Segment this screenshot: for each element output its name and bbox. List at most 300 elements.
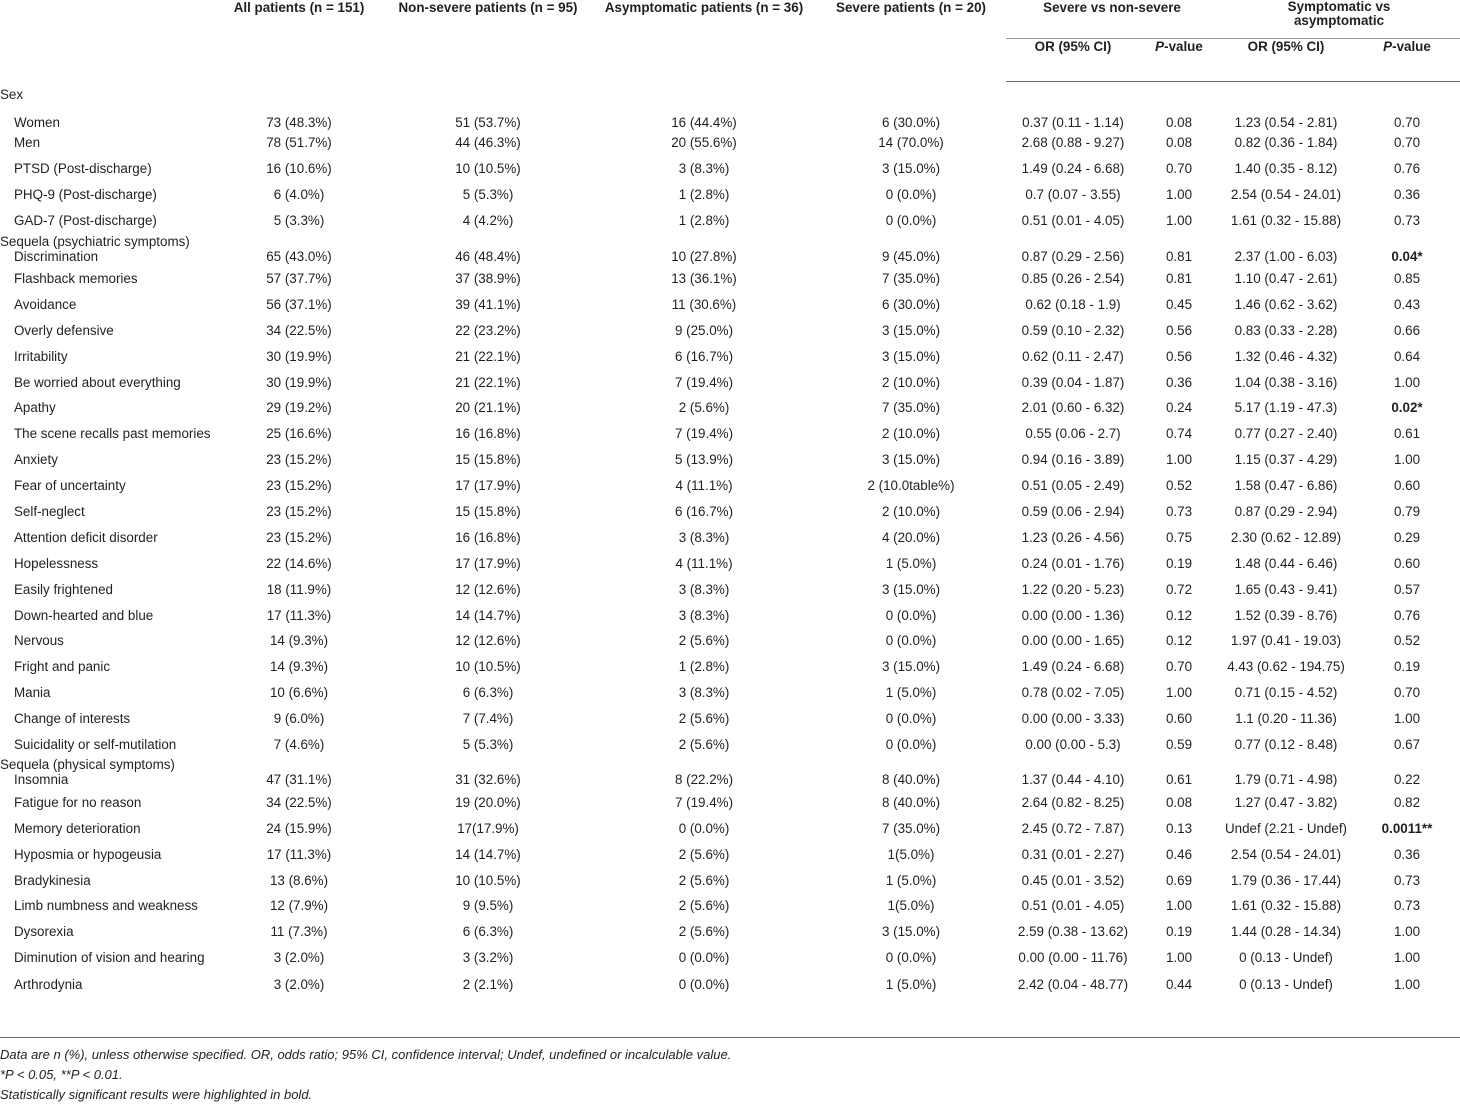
cell-asymptomatic: 2 (5.6%) [678,924,730,940]
cell-p-severe: 1.00 [1165,213,1193,229]
table-header [0,0,1460,82]
cell-severe: 1(5.0%) [887,898,935,914]
row-label: Irritability [14,348,68,364]
cell-or-symptomatic: 1.61 (0.32 - 15.88) [1230,213,1342,229]
cell-non-severe: 21 (22.1%) [455,374,521,390]
cell-all-patients: 7 (4.6%) [273,737,325,753]
cell-severe: 0 (0.0%) [885,213,937,229]
cell-or-symptomatic: 0.87 (0.29 - 2.94) [1234,504,1338,520]
cell-p-severe: 0.19 [1165,924,1193,940]
cell-non-severe: 46 (48.4%) [455,248,521,264]
cell-non-severe: 10 (10.5%) [455,659,521,675]
header-or-severe: OR (95% CI) [1006,39,1140,82]
empty-cell [1140,82,1218,109]
cell-severe: 0 (0.0%) [885,187,937,203]
cell-p-symptomatic: 0.82 [1393,794,1421,810]
empty-cell [1218,757,1354,772]
section-row [0,757,1460,772]
table-row [0,628,1460,654]
cell-non-severe: 51 (53.7%) [455,115,521,130]
cell-asymptomatic: 2 (5.6%) [678,711,730,727]
cell-all-patients: 78 (51.7%) [266,135,332,151]
cell-p-symptomatic: 0.29 [1393,529,1421,545]
footnote-abbreviations: Data are n (%), unless otherwise specified. OR, odds ratio; 95% CI, confidence interval; Undef, undefined or incalculable value. [0,1047,732,1062]
cell-all-patients: 30 (19.9%) [266,374,332,390]
cell-p-symptomatic: 0.60 [1393,478,1421,494]
cell-asymptomatic: 3 (8.3%) [678,581,730,597]
cell-asymptomatic: 0 (0.0%) [678,976,730,992]
cell-p-symptomatic: 0.85 [1393,271,1421,286]
table-row [0,108,1460,130]
cell-or-severe: 0.24 (0.01 - 1.76) [1021,555,1125,571]
cell-severe: 1 (5.0%) [885,872,937,888]
table-row [0,815,1460,841]
table-row [0,130,1460,156]
cell-or-symptomatic: 1.32 (0.46 - 4.32) [1234,348,1338,364]
cell-p-symptomatic: 0.73 [1393,872,1421,888]
cell-non-severe: 15 (15.8%) [455,452,521,468]
cell-or-severe: 0.59 (0.10 - 2.32) [1021,322,1125,338]
cell-asymptomatic: 3 (8.3%) [678,685,730,701]
cell-p-severe: 0.19 [1165,555,1193,571]
row-label: PHQ-9 (Post-discharge) [14,187,157,203]
empty-cell [214,82,384,109]
table-row [0,447,1460,473]
cell-or-severe: 2.01 (0.60 - 6.32) [1021,400,1125,416]
empty-cell [214,757,384,772]
table-row [0,208,1460,234]
cell-or-severe: 0.39 (0.04 - 1.87) [1021,374,1125,390]
empty-cell [816,82,1006,109]
cell-or-symptomatic: 1.79 (0.71 - 4.98) [1234,772,1338,788]
empty-cell [1354,234,1460,249]
row-label: Arthrodynia [14,976,83,992]
table-row [0,499,1460,525]
row-label: Overly defensive [14,322,114,338]
header-severe: Severe patients (n = 20) [836,0,986,15]
cell-or-severe: 0.00 (0.00 - 1.36) [1021,607,1125,623]
cell-p-severe: 0.72 [1165,581,1193,597]
cell-non-severe: 31 (32.6%) [455,772,521,788]
cell-all-patients: 9 (6.0%) [273,711,325,727]
row-label: Flashback memories [14,271,138,286]
empty-cell [384,82,592,109]
cell-or-severe: 0.62 (0.11 - 2.47) [1022,348,1124,364]
empty-cell [1354,82,1460,109]
cell-or-symptomatic: 0.82 (0.36 - 1.84) [1234,135,1338,151]
row-label: Fatigue for no reason [14,794,142,810]
cell-asymptomatic: 3 (8.3%) [678,607,730,623]
cell-p-symptomatic: 0.64 [1393,348,1421,364]
footnote-bold: Statistically significant results were highlighted in bold. [0,1087,313,1102]
cell-all-patients: 23 (15.2%) [266,478,332,494]
cell-or-symptomatic: Undef (2.21 - Undef) [1224,820,1348,836]
cell-or-symptomatic: 0 (0.13 - Undef) [1239,950,1333,966]
row-label: Fright and panic [14,659,111,675]
table-row [0,249,1460,266]
empty-cell [592,82,816,109]
cell-non-severe: 22 (23.2%) [455,322,521,338]
table-row [0,291,1460,317]
empty-cell [592,234,816,249]
cell-or-symptomatic: 1.61 (0.32 - 15.88) [1230,898,1342,914]
cell-p-severe: 1.00 [1165,950,1193,966]
cell-p-symptomatic: 0.76 [1393,161,1421,177]
cell-or-symptomatic: 0 (0.13 - Undef) [1239,976,1333,992]
row-label: Be worried about everything [14,374,181,390]
cell-or-severe: 0.85 (0.26 - 2.54) [1021,271,1125,286]
section-label: Sex [0,87,24,103]
cell-p-symptomatic: 0.79 [1393,504,1421,520]
cell-or-severe: 0.94 (0.16 - 3.89) [1021,452,1125,468]
cell-all-patients: 5 (3.3%) [273,213,325,229]
cell-all-patients: 23 (15.2%) [266,504,332,520]
cell-severe: 6 (30.0%) [881,115,941,130]
cell-all-patients: 73 (48.3%) [266,115,332,130]
cell-non-severe: 17 (17.9%) [455,555,521,571]
row-label: Down-hearted and blue [14,607,154,623]
cell-non-severe: 16 (16.8%) [455,426,521,442]
cell-asymptomatic: 2 (5.6%) [678,400,730,416]
cell-p-severe: 0.13 [1165,820,1193,836]
cell-or-severe: 0.87 (0.29 - 2.56) [1021,248,1125,264]
table-row [0,893,1460,919]
cell-severe: 7 (35.0%) [881,271,941,286]
header-asymptomatic: Asymptomatic patients (n = 36) [604,0,804,15]
cell-severe: 3 (15.0%) [881,581,941,597]
cell-p-severe: 0.73 [1165,504,1193,520]
empty-cell [1006,234,1140,249]
cell-non-severe: 14 (14.7%) [455,607,521,623]
header-p-symptomatic: P-value [1354,39,1460,82]
row-label: Suicidality or self-mutilation [14,737,177,753]
row-label: Men [14,135,41,151]
table-row [0,654,1460,680]
empty-cell [214,234,384,249]
cell-asymptomatic: 3 (8.3%) [678,529,730,545]
cell-p-symptomatic: 0.73 [1393,213,1421,229]
cell-or-severe: 1.49 (0.24 - 6.68) [1021,161,1125,177]
cell-all-patients: 13 (8.6%) [269,872,329,888]
cell-or-severe: 0.00 (0.00 - 11.76) [1018,950,1128,966]
cell-or-symptomatic: 1.10 (0.47 - 2.61) [1234,271,1338,286]
header-non-severe: Non-severe patients (n = 95) [398,0,578,15]
cell-p-severe: 0.36 [1165,374,1193,390]
cell-non-severe: 37 (38.9%) [455,271,521,286]
cell-severe: 1(5.0%) [887,846,935,862]
cell-p-symptomatic: 0.76 [1393,607,1421,623]
empty-cell [592,757,816,772]
cell-all-patients: 56 (37.1%) [266,296,332,312]
cell-or-symptomatic: 1.52 (0.39 - 8.76) [1234,607,1338,623]
cell-non-severe: 10 (10.5%) [455,161,521,177]
cell-or-symptomatic: 0.77 (0.12 - 8.48) [1234,737,1338,753]
cell-p-symptomatic: 1.00 [1393,374,1421,390]
cell-all-patients: 12 (7.9%) [269,898,329,914]
cell-asymptomatic: 4 (11.1%) [675,478,733,494]
cell-p-severe: 0.81 [1165,271,1193,286]
cell-or-symptomatic: 0.83 (0.33 - 2.28) [1234,322,1338,338]
cell-or-severe: 0.7 (0.07 - 3.55) [1025,187,1121,203]
cell-or-symptomatic: 1.23 (0.54 - 2.81) [1234,115,1338,130]
section-label: Sequela (physical symptoms) [0,757,175,773]
table-row [0,576,1460,602]
cell-p-symptomatic: 1.00 [1393,452,1421,468]
row-label: Mania [14,685,51,701]
cell-severe: 3 (15.0%) [881,322,941,338]
cell-p-symptomatic: 0.52 [1393,633,1421,649]
cell-severe: 14 (70.0%) [878,135,944,151]
cell-non-severe: 7 (7.4%) [462,711,514,727]
cell-or-severe: 0.78 (0.02 - 7.05) [1021,685,1125,701]
cell-or-severe: 0.51 (0.01 - 4.05) [1021,213,1125,229]
cell-p-symptomatic: 0.0011** [1381,820,1433,836]
cell-severe: 0 (0.0%) [885,633,937,649]
section-row [0,82,1460,109]
cell-p-symptomatic: 0.70 [1393,135,1421,151]
cell-all-patients: 17 (11.3%) [266,846,332,862]
cell-all-patients: 57 (37.7%) [266,271,332,286]
empty-cell [1140,757,1218,772]
cell-severe: 0 (0.0%) [885,607,937,623]
cell-non-severe: 17(17.9%) [457,820,519,836]
cell-asymptomatic: 11 (30.6%) [671,296,737,312]
row-label: Hyposmia or hypogeusia [14,846,162,862]
cell-p-symptomatic: 1.00 [1393,924,1421,940]
row-label: GAD-7 (Post-discharge) [14,213,157,229]
cell-severe: 3 (15.0%) [881,161,941,177]
cell-p-symptomatic: 0.22 [1393,772,1421,788]
cell-asymptomatic: 6 (16.7%) [674,348,734,364]
cell-or-severe: 2.64 (0.82 - 8.25) [1021,794,1125,810]
cell-p-severe: 0.44 [1165,976,1193,992]
cell-p-symptomatic: 0.43 [1393,296,1421,312]
cell-severe: 7 (35.0%) [881,820,941,836]
cell-p-severe: 0.08 [1165,115,1193,130]
cell-p-severe: 0.52 [1165,478,1193,494]
cell-p-symptomatic: 0.36 [1393,187,1421,203]
cell-asymptomatic: 10 (27.8%) [671,248,737,264]
cell-or-symptomatic: 1.04 (0.38 - 3.16) [1234,374,1338,390]
cell-all-patients: 18 (11.9%) [266,581,332,597]
cell-non-severe: 12 (12.6%) [455,633,521,649]
table-row [0,317,1460,343]
cell-severe: 0 (0.0%) [885,950,937,966]
row-label: Diminution of vision and hearing [14,950,205,966]
empty-cell [384,234,592,249]
cell-asymptomatic: 16 (44.4%) [671,115,737,130]
cell-all-patients: 23 (15.2%) [266,452,332,468]
cell-or-severe: 0.62 (0.18 - 1.9) [1025,296,1121,312]
cell-or-symptomatic: 2.37 (1.00 - 6.03) [1234,248,1338,264]
cell-asymptomatic: 2 (5.6%) [678,872,730,888]
row-label: Bradykinesia [14,872,91,888]
cell-asymptomatic: 20 (55.6%) [671,135,737,151]
cell-or-severe: 2.42 (0.04 - 48.77) [1017,976,1129,992]
cell-or-symptomatic: 5.17 (1.19 - 47.3) [1234,400,1338,416]
cell-p-symptomatic: 0.04* [1391,248,1423,264]
footer-divider [0,1037,1460,1038]
cell-asymptomatic: 2 (5.6%) [678,737,730,753]
row-label: Memory deterioration [14,820,141,836]
cell-severe: 2 (10.0table%) [867,478,955,494]
cell-or-symptomatic: 4.43 (0.62 - 194.75) [1227,659,1345,675]
cell-or-symptomatic: 1.79 (0.36 - 17.44) [1230,872,1342,888]
cell-p-severe: 1.00 [1165,452,1193,468]
empty-cell [1006,82,1140,109]
cell-severe: 4 (20.0%) [881,529,941,545]
cell-p-severe: 1.00 [1165,685,1193,701]
cell-or-severe: 0.00 (0.00 - 5.3) [1025,737,1121,753]
cell-non-severe: 19 (20.0%) [455,794,521,810]
header-p-severe: P-value [1140,39,1218,82]
cell-or-severe: 2.68 (0.88 - 9.27) [1021,135,1125,151]
table-row [0,919,1460,945]
cell-p-severe: 0.70 [1165,659,1193,675]
row-label: Insomnia [14,772,69,788]
cell-or-symptomatic: 1.15 (0.37 - 4.29) [1234,452,1338,468]
empty-cell [384,757,592,772]
row-label: Avoidance [14,296,77,312]
empty-cell [1006,757,1140,772]
cell-or-symptomatic: 1.58 (0.47 - 6.86) [1234,478,1338,494]
cell-all-patients: 47 (31.1%) [266,772,332,788]
row-label: Attention deficit disorder [14,529,158,545]
row-label: Anxiety [14,452,58,468]
cell-severe: 2 (10.0%) [881,426,941,442]
cell-or-severe: 0.00 (0.00 - 3.33) [1021,711,1125,727]
cell-p-severe: 0.81 [1165,248,1193,264]
cell-asymptomatic: 4 (11.1%) [675,555,733,571]
cell-or-severe: 1.49 (0.24 - 6.68) [1021,659,1125,675]
table-row [0,789,1460,815]
cell-asymptomatic: 0 (0.0%) [678,820,730,836]
cell-or-severe: 0.55 (0.06 - 2.7) [1025,426,1121,442]
cell-all-patients: 25 (16.6%) [266,426,332,442]
cell-p-severe: 0.69 [1165,872,1193,888]
cell-or-symptomatic: 2.54 (0.54 - 24.01) [1230,187,1342,203]
cell-p-symptomatic: 0.70 [1393,115,1421,130]
cell-p-severe: 0.56 [1165,348,1193,364]
cell-p-severe: 0.70 [1165,161,1193,177]
cell-severe: 1 (5.0%) [885,555,937,571]
cell-non-severe: 44 (46.3%) [455,135,521,151]
cell-asymptomatic: 2 (5.6%) [678,898,730,914]
cell-all-patients: 34 (22.5%) [266,322,332,338]
cell-non-severe: 2 (2.1%) [462,976,514,992]
cell-p-symptomatic: 1.00 [1393,976,1421,992]
empty-cell [1218,82,1354,109]
cell-or-severe: 0.51 (0.05 - 2.49) [1021,478,1125,494]
cell-severe: 1 (5.0%) [885,976,937,992]
cell-non-severe: 4 (4.2%) [462,213,514,229]
cell-or-symptomatic: 2.30 (0.62 - 12.89) [1230,529,1342,545]
cell-or-severe: 0.59 (0.06 - 2.94) [1021,504,1125,520]
cell-p-symptomatic: 0.36 [1393,846,1421,862]
cell-p-symptomatic: 0.57 [1393,581,1421,597]
table-row [0,182,1460,208]
table-row [0,266,1460,292]
cell-or-severe: 0.45 (0.01 - 3.52) [1021,872,1125,888]
row-label: PTSD (Post-discharge) [14,161,152,177]
cell-all-patients: 29 (19.2%) [266,400,332,416]
row-label: Apathy [14,400,56,416]
cell-severe: 0 (0.0%) [885,711,937,727]
cell-asymptomatic: 2 (5.6%) [678,846,730,862]
cell-all-patients: 23 (15.2%) [266,529,332,545]
header-group-severe-vs-nonsevere: Severe vs non-severe [1043,0,1181,15]
empty-cell [1218,234,1354,249]
header-or-symptomatic: OR (95% CI) [1218,39,1354,82]
cell-p-severe: 1.00 [1165,187,1193,203]
cell-all-patients: 16 (10.6%) [266,161,332,177]
table-row [0,867,1460,893]
cell-non-severe: 15 (15.8%) [455,504,521,520]
table-row [0,421,1460,447]
cell-all-patients: 65 (43.0%) [266,248,332,264]
cell-all-patients: 24 (15.9%) [266,820,332,836]
cell-p-severe: 0.12 [1165,633,1193,649]
footnote-significance: *P < 0.05, **P < 0.01. [0,1067,123,1082]
cell-or-severe: 1.22 (0.20 - 5.23) [1021,581,1125,597]
cell-p-symptomatic: 0.02* [1391,400,1423,416]
section-row [0,234,1460,249]
cell-asymptomatic: 7 (19.4%) [674,794,734,810]
cell-severe: 8 (40.0%) [881,794,941,810]
row-label: The scene recalls past memories [14,426,211,442]
row-label: Hopelessness [14,555,99,571]
table-row [0,732,1460,758]
table-row [0,524,1460,550]
cell-asymptomatic: 8 (22.2%) [674,772,734,788]
cell-asymptomatic: 7 (19.4%) [674,426,734,442]
cell-or-severe: 1.37 (0.44 - 4.10) [1021,772,1125,788]
cell-non-severe: 3 (3.2%) [462,950,514,966]
row-label: Discrimination [14,248,99,264]
table-row [0,473,1460,499]
cell-or-symptomatic: 1.97 (0.41 - 19.03) [1230,633,1342,649]
row-label: Dysorexia [14,924,74,940]
cell-or-symptomatic: 1.1 (0.20 - 11.36) [1235,711,1337,727]
cell-or-severe: 2.45 (0.72 - 7.87) [1021,820,1125,836]
cell-or-symptomatic: 2.54 (0.54 - 24.01) [1230,846,1342,862]
cell-severe: 0 (0.0%) [885,737,937,753]
cell-all-patients: 17 (11.3%) [266,607,332,623]
cell-p-symptomatic: 0.61 [1393,426,1421,442]
cell-or-symptomatic: 1.48 (0.44 - 6.46) [1234,555,1338,571]
cell-non-severe: 12 (12.6%) [455,581,521,597]
cell-or-severe: 0.31 (0.01 - 2.27) [1021,846,1125,862]
cell-or-severe: 2.59 (0.38 - 13.62) [1017,924,1129,940]
cell-p-symptomatic: 1.00 [1393,950,1421,966]
cell-non-severe: 21 (22.1%) [455,348,521,364]
cell-asymptomatic: 9 (25.0%) [674,322,734,338]
cell-p-symptomatic: 0.73 [1393,898,1421,914]
row-label: Women [14,115,60,130]
cell-or-symptomatic: 1.27 (0.47 - 3.82) [1234,794,1338,810]
table-row [0,680,1460,706]
cell-p-severe: 0.74 [1165,426,1193,442]
cell-non-severe: 9 (9.5%) [462,898,514,914]
cell-non-severe: 39 (41.1%) [455,296,521,312]
cell-or-symptomatic: 0.71 (0.15 - 4.52) [1234,685,1338,701]
cell-or-severe: 0.00 (0.00 - 1.65) [1021,633,1125,649]
cell-all-patients: 3 (2.0%) [273,950,325,966]
cell-non-severe: 16 (16.8%) [455,529,521,545]
cell-p-symptomatic: 0.67 [1393,737,1421,753]
row-label: Change of interests [14,711,131,727]
cell-asymptomatic: 2 (5.6%) [678,633,730,649]
